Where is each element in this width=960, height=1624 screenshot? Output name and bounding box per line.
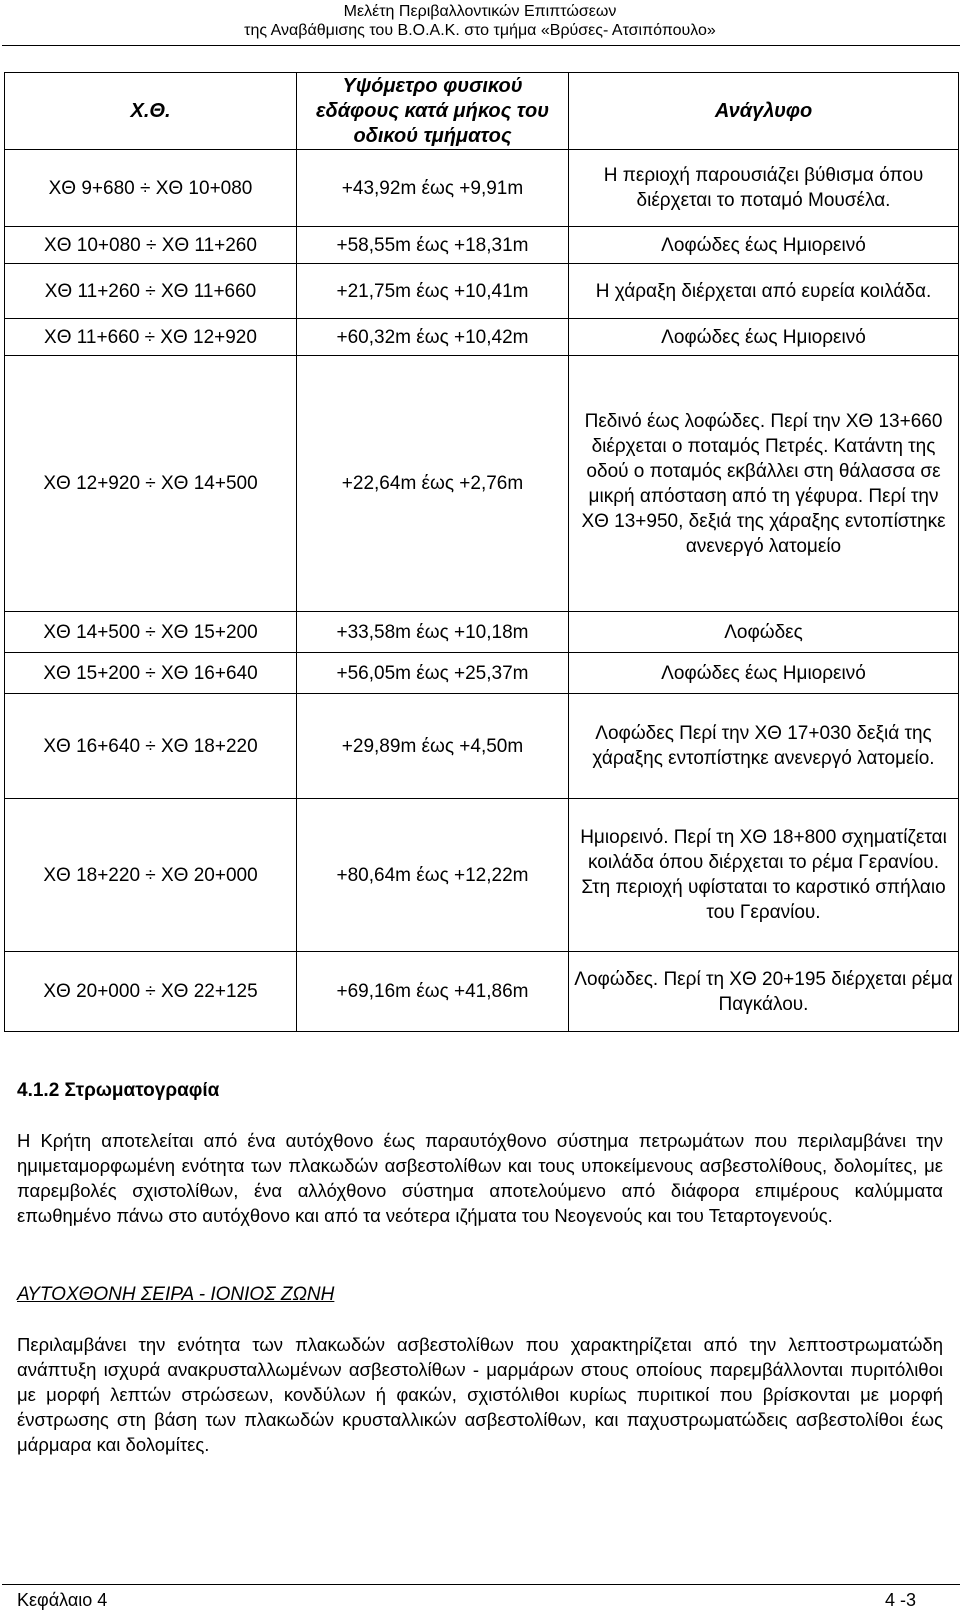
chainage-cell: ΧΘ 10+080 ÷ ΧΘ 11+260	[5, 227, 297, 264]
footer-chapter: Κεφάλαιο 4	[17, 1590, 108, 1610]
relief-cell: Ημιορεινό. Περί τη ΧΘ 18+800 σχηματίζεται κοιλάδα όπου διέρχεται το ρέμα Γερανίου. Στη περιοχή υφίσταται το καρστικό σπήλαιο του Γερανίου.	[569, 799, 959, 952]
table-row	[5, 319, 959, 356]
chainage-cell: ΧΘ 9+680 ÷ ΧΘ 10+080	[5, 150, 297, 227]
elevation-cell: +60,32m έως +10,42m	[297, 319, 569, 356]
paragraph-intro: Η Κρήτη αποτελείται από ένα αυτόχθονο έως παραυτόχθονο σύστημα πετρωμάτων που περιλαμβάνει την ημιμεταμορφωμένη ενότητα των πλακωδών ασβεστολίθων και τους υποκείμενους ασβεστολίθους, δολομίτες, με παρεμβολές σχιστολίθων, ένα αλλόχθονο σύστημα αποτελούμενο από διάφορα επιμέρους καλύμματα επωθημένο πάνω στο αυτόχθονο και από τα νεότερα ιζήματα του Νεογενούς και του Τεταρτογενούς.	[17, 1130, 943, 1226]
header-line-2: της Αναβάθμισης του Β.Ο.Α.Κ. στο τμήμα «Βρύσες- Ατσιπόπουλο»	[244, 22, 716, 39]
relief-cell: Λοφώδες έως Ημιορεινό	[569, 319, 959, 356]
page-header	[0, 2, 960, 40]
elevation-cell: +33,58m έως +10,18m	[297, 612, 569, 653]
subheading: ΑΥΤΟΧΘΟΝΗ ΣΕΙΡΑ - ΙΟΝΙΟΣ ΖΩΝΗ	[17, 1284, 335, 1305]
table-row	[5, 653, 959, 694]
elevation-cell: +69,16m έως +41,86m	[297, 952, 569, 1032]
table-row	[5, 612, 959, 653]
relief-cell: Λοφώδες έως Ημιορεινό	[569, 653, 959, 694]
column-header-elevation: Υψόμετρο φυσικού εδάφους κατά μήκος του οδικού τμήματος	[297, 73, 569, 150]
table-row	[5, 356, 959, 612]
chainage-cell: ΧΘ 11+660 ÷ ΧΘ 12+920	[5, 319, 297, 356]
relief-cell: Λοφώδες έως Ημιορεινό	[569, 227, 959, 264]
relief-cell: Λοφώδες. Περί τη ΧΘ 20+195 διέρχεται ρέμα Παγκάλου.	[569, 952, 959, 1032]
elevation-cell: +43,92m έως +9,91m	[297, 150, 569, 227]
section-title: 4.1.2 Στρωματογραφία	[17, 1080, 220, 1101]
table-row	[5, 264, 959, 319]
chainage-cell: ΧΘ 15+200 ÷ ΧΘ 16+640	[5, 653, 297, 694]
chainage-cell: ΧΘ 14+500 ÷ ΧΘ 15+200	[5, 612, 297, 653]
relief-cell: Πεδινό έως λοφώδες. Περί την ΧΘ 13+660 διέρχεται ο ποταμός Πετρές. Κατάντη της οδού ο ποταμός εκβάλλει στη θάλασσα σε μικρή απόσταση από τη γέφυρα. Περί την ΧΘ 13+950, δεξιά της χάραξης εντοπίστηκε ανενεργό λατομείο	[569, 356, 959, 612]
column-header-relief: Ανάγλυφο	[569, 73, 959, 150]
table-row	[5, 150, 959, 227]
chainage-cell: ΧΘ 16+640 ÷ ΧΘ 18+220	[5, 694, 297, 799]
chainage-cell: ΧΘ 11+260 ÷ ΧΘ 11+660	[5, 264, 297, 319]
chainage-cell: ΧΘ 18+220 ÷ ΧΘ 20+000	[5, 799, 297, 952]
elevation-cell: +29,89m έως +4,50m	[297, 694, 569, 799]
table-row	[5, 799, 959, 952]
chainage-cell: ΧΘ 12+920 ÷ ΧΘ 14+500	[5, 356, 297, 612]
table-row	[5, 227, 959, 264]
column-header-chainage: Χ.Θ.	[5, 73, 297, 150]
relief-cell: Λοφώδες	[569, 612, 959, 653]
relief-cell: Η χάραξη διέρχεται από ευρεία κοιλάδα.	[569, 264, 959, 319]
footer-rule	[2, 1584, 960, 1585]
header-rule	[2, 45, 960, 46]
footer-page-number: 4 -3	[884, 1590, 916, 1610]
table-row	[5, 952, 959, 1032]
paragraph-autochthonous: Περιλαμβάνει την ενότητα των πλακωδών ασβεστολίθων που χαρακτηρίζεται από την λεπτοστρωματώδη ανάπτυξη ισχυρά ανακρυσταλλωμένων ασβεστολίθων - μαρμάρων στους οποίους παρεμβάλλονται πυριτόλιθοι με μορφή λεπτών στρώσεων, κονδύλων ή φακών, σχιστόλιθοι κυρίως πυριτικοί που βρίσκονται με μορφή ένστρωσης στη βάση των πλακωδών κρυσταλλικών ασβεστολίθων, και παχυστρωματώδεις ασβεστολίθοι έως μάρμαρα και δολομίτες.	[17, 1334, 943, 1455]
chainage-cell: ΧΘ 20+000 ÷ ΧΘ 22+125	[5, 952, 297, 1032]
relief-cell: Η περιοχή παρουσιάζει βύθισμα όπου διέρχεται το ποταμό Μουσέλα.	[569, 150, 959, 227]
table-row	[5, 694, 959, 799]
elevation-cell: +21,75m έως +10,41m	[297, 264, 569, 319]
relief-table	[4, 72, 959, 1032]
header-line-1: Μελέτη Περιβαλλοντικών Επιπτώσεων	[343, 3, 617, 20]
table-header-row	[5, 73, 959, 150]
elevation-cell: +80,64m έως +12,22m	[297, 799, 569, 952]
relief-cell: Λοφώδες Περί την ΧΘ 17+030 δεξιά της χάραξης εντοπίστηκε ανενεργό λατομείο.	[569, 694, 959, 799]
elevation-cell: +58,55m έως +18,31m	[297, 227, 569, 264]
elevation-cell: +56,05m έως +25,37m	[297, 653, 569, 694]
elevation-cell: +22,64m έως +2,76m	[297, 356, 569, 612]
